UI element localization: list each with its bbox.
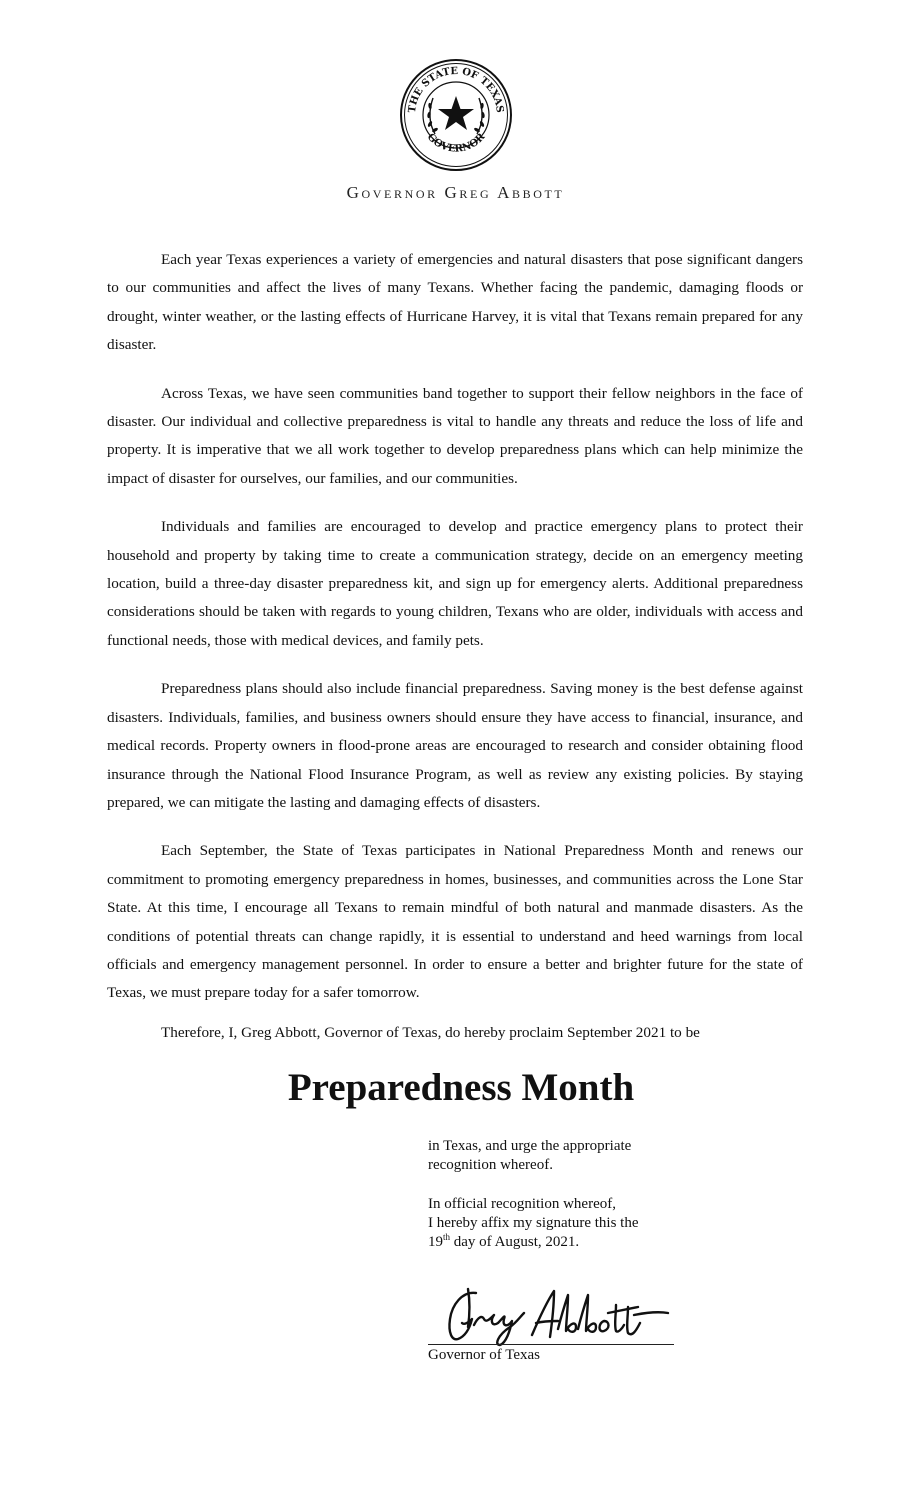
proclamation-headline: Preparedness Month [287,1066,635,1109]
paragraph: Individuals and families are encouraged to develop and practice emergency plans to protect their household and property by taking time to create a communication strategy, decide on an emergency meeting location, build a three-day disaster preparedness kit, and sign up for emergency alerts. Additional preparedness considerations should be taken with regards to young children, Texans who are older, individuals with access and functional needs, those with medical devices, and family pets. [107,518,803,649]
signature-line [428,1344,674,1345]
paragraph: Across Texas, we have seen communities band together to support their fellow neighbors in the face of disaster. Our individual and collective preparedness is vital to handle any threats and reduce the loss of life and property. It is imperative that we all work together to develop preparedness plans which can help minimize the impact of disaster for ourselves, our families, and our communities. [107,384,803,487]
paragraph: Preparedness plans should also include financial preparedness. Saving money is the best defense against disasters. Individuals, families, and business owners should ensure they have access to financial, insurance, and medical records. Property owners in flood-prone areas are encouraged to research and consider obtaining flood insurance through the National Flood Insurance Program, as well as review any existing policies. By staying prepared, we can mitigate the lasting and damaging effects of disasters. [107,680,803,811]
closing-statement [428,1137,639,1272]
day-suffix: th [443,1232,451,1242]
lone-star-icon [438,96,474,130]
closing-date-line [428,1233,639,1252]
signatory-title: Governor of Texas [428,1347,540,1363]
paragraph: Each September, the State of Texas participates in National Preparedness Month and renews our commitment to promoting emergency preparedness in homes, businesses, and communities across the Lone Star State. At this time, I encourage all Texans to remain mindful of both natural and manmade disasters. As the conditions of potential threats can change rapidly, it is essential to understand and heed warnings from local officials and emergency management personnel. In order to ensure a better and brighter future for the state of Texas, we must prepare today for a safer tomorrow. [107,842,803,1002]
paragraph: Each year Texas experiences a variety of emergencies and natural disasters that pose significant dangers to our communities and affect the lives of many Texans. Whether facing the pandemic, damaging floods or drought, winter weather, or the lasting effects of Hurricane Harvey, it is vital that Texans remain prepared for any disaster. [107,251,803,354]
texas-governor-seal [399,58,513,172]
seal-text-bottom: GOVERNOR [424,131,488,155]
closing-line: in Texas, and urge the appropriate [428,1138,632,1154]
proclamation-body [107,246,803,1028]
letterhead: Governor Greg Abbott [346,183,565,202]
handwritten-signature [428,1283,678,1351]
svg-text:GOVERNOR [425,131,488,155]
closing-line: recognition whereof. [428,1157,553,1173]
proclamation-line: Therefore, I, Greg Abbott, Governor of Texas, do hereby proclaim September 2021 to be [161,1024,700,1041]
day-number: 19 [428,1234,443,1250]
closing-line: In official recognition whereof, [428,1196,616,1212]
closing-line: I hereby affix my signature this the [428,1215,639,1231]
date-rest: day of August, 2021. [450,1234,580,1250]
seal-text-top: THE STATE OF TEXAS [406,65,506,114]
